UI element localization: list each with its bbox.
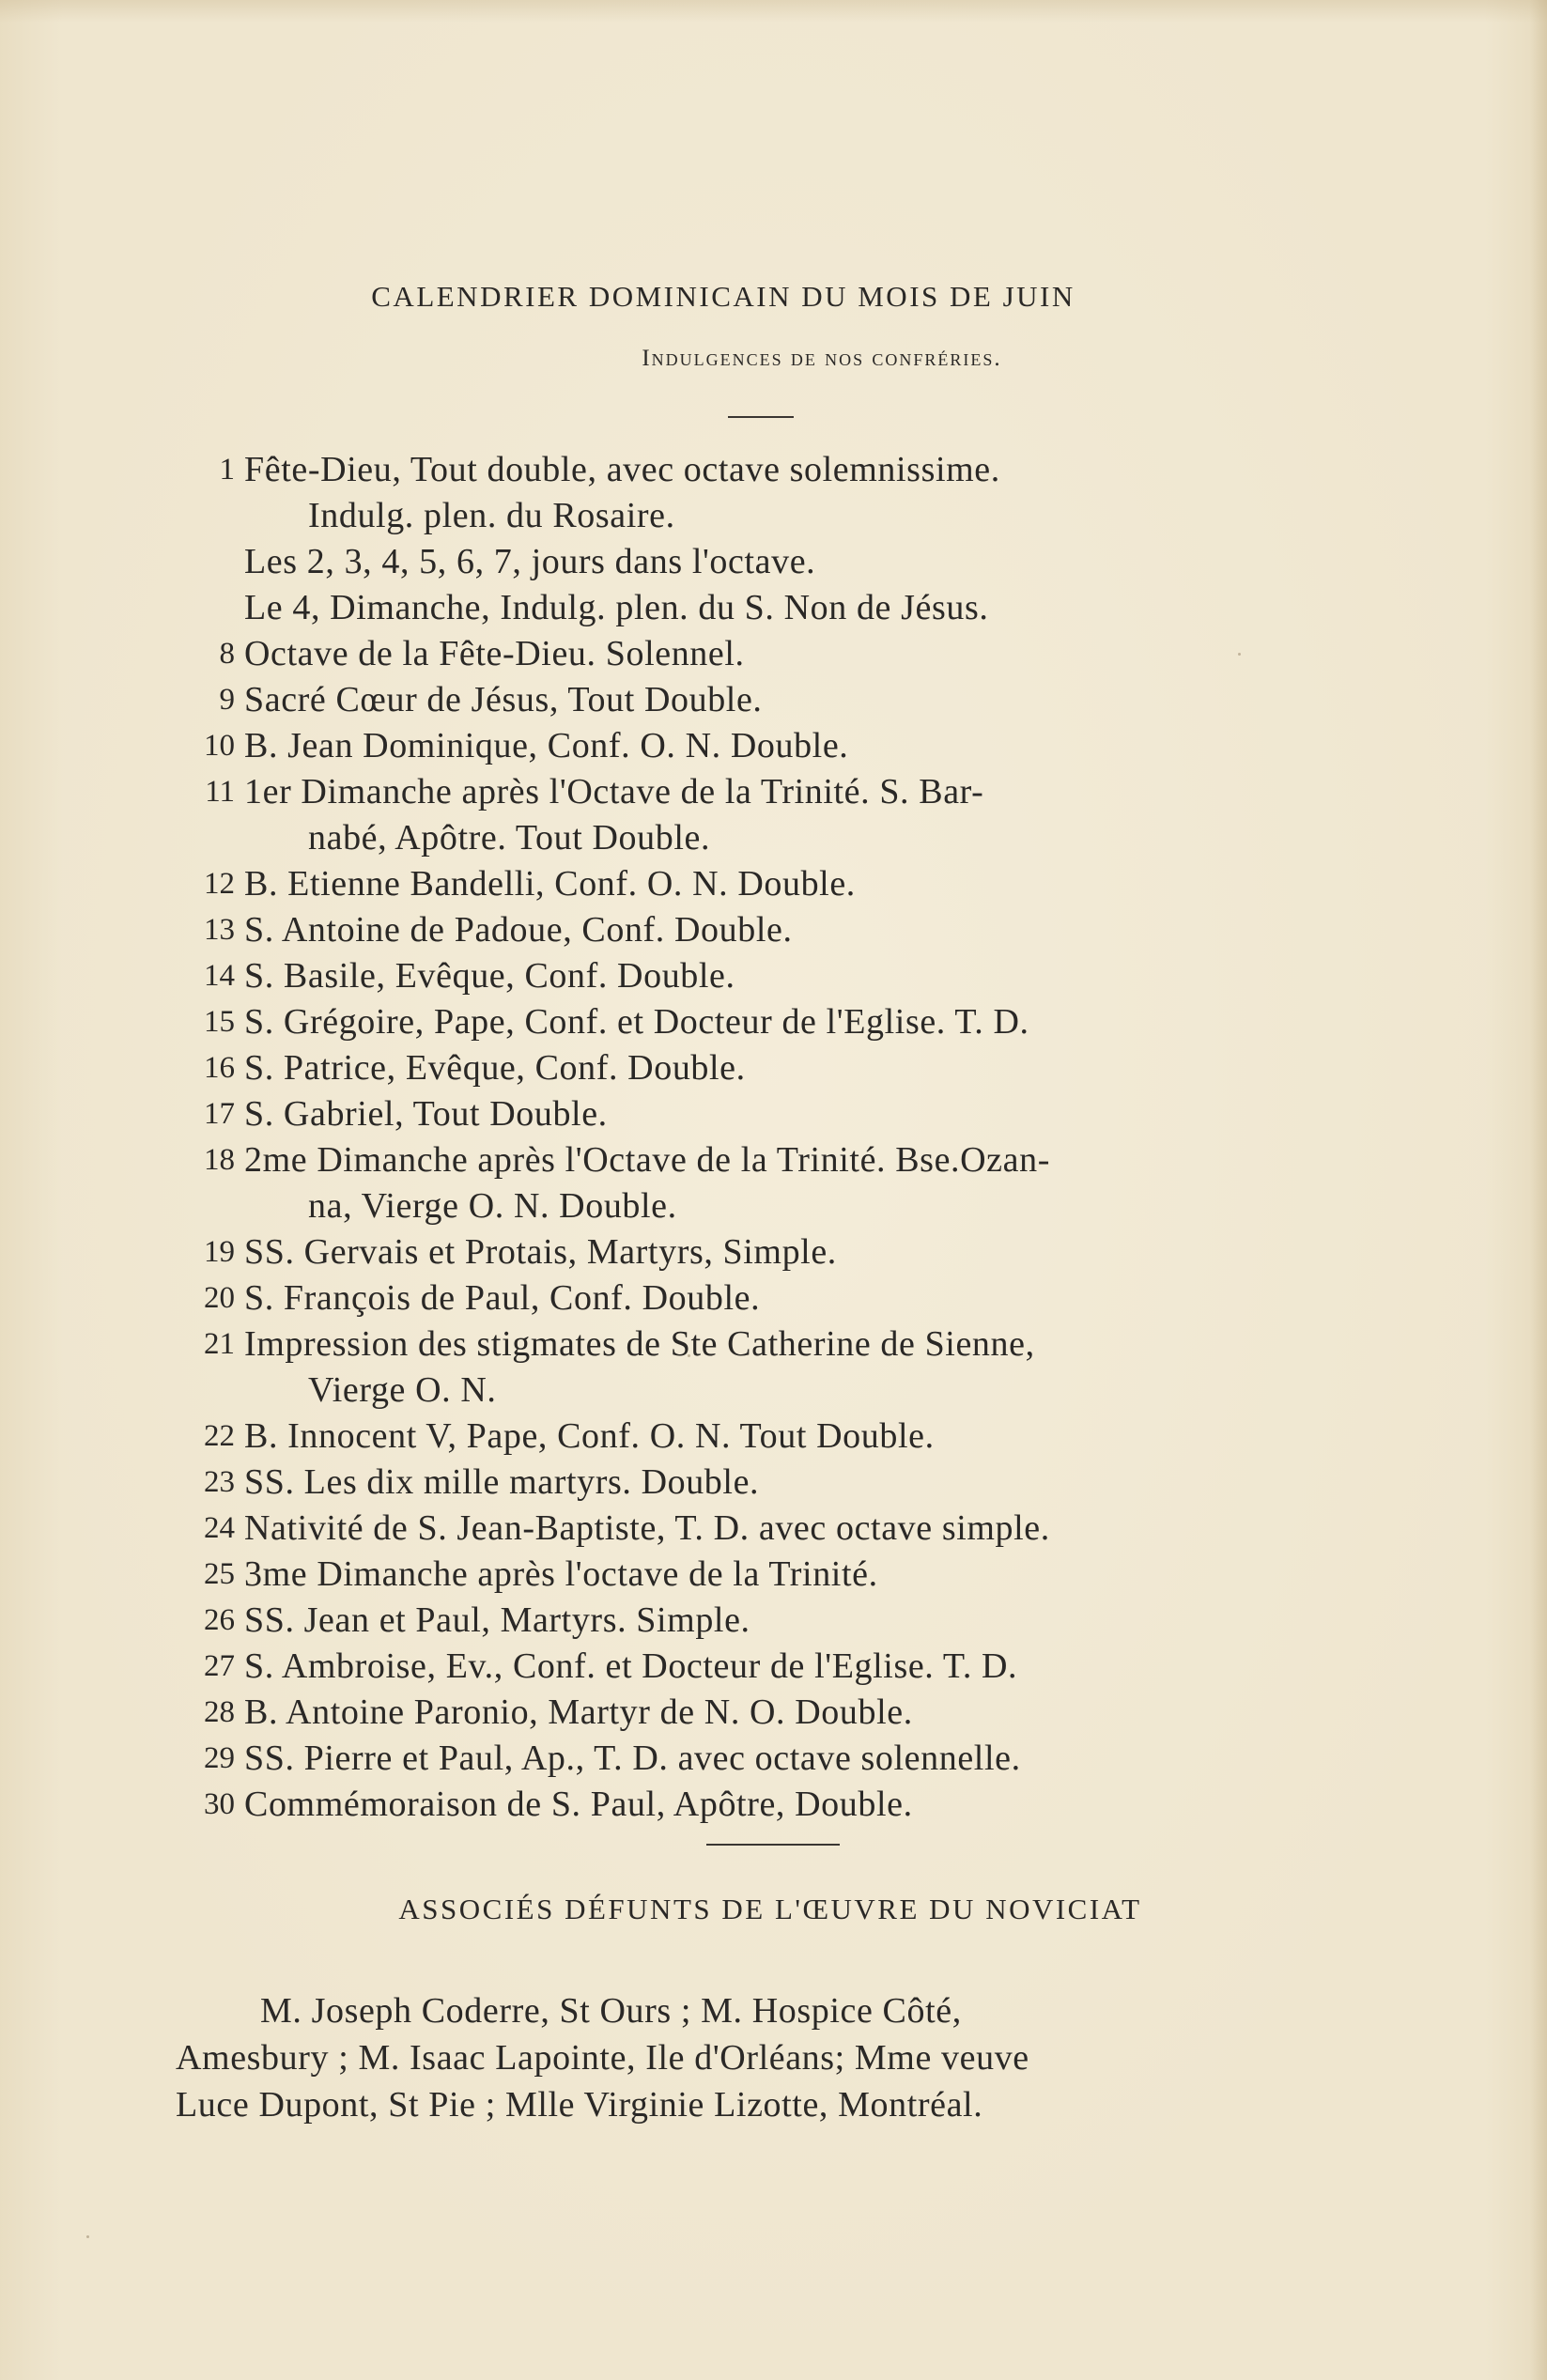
calendar-entry [188,1598,1296,1644]
day-number: 27 [204,1649,235,1683]
entry-text: S. Ambroise, Ev., Conf. et Docteur de l'Eglise. T. D. [244,1646,1018,1686]
calendar-entry [188,631,1296,677]
page-heading: CALENDRIER DOMINICAIN DU MOIS DE JUIN [371,280,1075,313]
paper-edge [1530,0,1547,2380]
calendar-entry [188,447,1296,539]
day-number: 28 [204,1695,235,1729]
entry-text: S. François de Paul, Conf. Double. [244,1278,761,1318]
paper-stain [0,0,1547,23]
entry-text-continued: Indulg. plen. du Rosaire. [308,496,675,535]
entry-text: B. Antoine Paronio, Martyr de N. O. Double. [244,1692,913,1732]
day-number: 1 [219,453,235,487]
entry-text: Sacré Cœur de Jésus, Tout Double. [244,680,763,719]
calendar-entry [188,539,1296,585]
entry-text-continued: nabé, Apôtre. Tout Double. [308,818,711,858]
day-number: 18 [204,1143,235,1177]
paragraph-line: Luce Dupont, St Pie ; Mlle Virginie Lizotte, Montréal. [176,2085,983,2125]
calendar-entry [188,1275,1296,1321]
calendar-entry [188,723,1296,769]
day-number: 12 [204,867,235,901]
section-title: ASSOCIÉS DÉFUNTS DE L'ŒUVRE DU NOVICIAT [398,1893,1142,1925]
day-number: 9 [219,683,235,717]
calendar-entry [188,1690,1296,1736]
calendar-entry [188,907,1296,953]
day-number: 23 [204,1465,235,1499]
day-number: 30 [204,1787,235,1821]
entry-text: 1er Dimanche après l'Octave de la Trinité. S. Bar- [244,772,984,811]
page-subheading: Indulgences de nos confréries. [642,346,1002,371]
day-number: 21 [204,1327,235,1361]
day-number: 8 [219,637,235,671]
calendar-entry [188,1552,1296,1598]
entry-text-continued: na, Vierge O. N. Double. [308,1186,677,1226]
day-number: 10 [204,729,235,763]
entry-text: Les 2, 3, 4, 5, 6, 7, jours dans l'octave. [244,542,816,581]
divider-rule [706,1844,840,1846]
paper-speck [86,2235,89,2238]
day-number: 22 [204,1419,235,1453]
calendar-entry [188,1506,1296,1552]
entry-text: S. Antoine de Padoue, Conf. Double. [244,910,793,950]
paragraph-line: Amesbury ; M. Isaac Lapointe, Ile d'Orléans; Mme veuve [176,2038,1029,2078]
entry-text: SS. Pierre et Paul, Ap., T. D. avec octave solennelle. [244,1739,1021,1778]
day-number: 14 [204,959,235,993]
calendar-entry [188,953,1296,999]
calendar-entry [188,999,1296,1045]
day-number: 26 [204,1603,235,1637]
calendar-list [188,447,1296,1828]
day-number: 13 [204,913,235,947]
calendar-entry [188,1229,1296,1275]
day-number: 24 [204,1511,235,1545]
entry-text-continued: Vierge O. N. [308,1370,497,1410]
calendar-entry [188,1644,1296,1690]
entry-text: SS. Les dix mille martyrs. Double. [244,1462,760,1502]
entry-text: Commémoraison de S. Paul, Apôtre, Double. [244,1785,913,1824]
entry-text: B. Jean Dominique, Conf. O. N. Double. [244,726,849,765]
calendar-entry [188,1460,1296,1506]
entry-text: SS. Gervais et Protais, Martyrs, Simple. [244,1232,837,1272]
divider-rule [728,416,794,418]
day-number: 16 [204,1051,235,1085]
entry-text: Nativité de S. Jean-Baptiste, T. D. avec octave simple. [244,1508,1050,1548]
calendar-entry [188,769,1296,861]
entry-text: 2me Dimanche après l'Octave de la Trinité. Bse.Ozan- [244,1140,1050,1180]
day-number: 19 [204,1235,235,1269]
calendar-entry [188,1782,1296,1828]
day-number: 17 [204,1097,235,1131]
entry-text: S. Grégoire, Pape, Conf. et Docteur de l'Eglise. T. D. [244,1002,1029,1042]
calendar-entry [188,677,1296,723]
calendar-entry [188,1137,1296,1229]
calendar-entry [188,1045,1296,1091]
entry-text: B. Innocent V, Pape, Conf. O. N. Tout Double. [244,1416,935,1456]
entry-text: S. Gabriel, Tout Double. [244,1094,608,1134]
entry-text: B. Etienne Bandelli, Conf. O. N. Double. [244,864,856,904]
paper-speck [688,1354,690,1357]
associates-paragraph [176,1987,1284,2128]
day-number: 29 [204,1741,235,1775]
entry-text: S. Patrice, Evêque, Conf. Double. [244,1048,746,1088]
calendar-entry [188,1414,1296,1460]
day-number: 25 [204,1557,235,1591]
calendar-entry [188,861,1296,907]
entry-text: Fête-Dieu, Tout double, avec octave solemnissime. [244,450,1000,489]
paper-speck [1238,653,1241,656]
day-number: 20 [204,1281,235,1315]
entry-text: Le 4, Dimanche, Indulg. plen. du S. Non de Jésus. [244,588,989,627]
calendar-entry [188,585,1296,631]
entry-text: Impression des stigmates de Ste Catherine de Sienne, [244,1324,1035,1364]
calendar-entry [188,1321,1296,1414]
calendar-entry [188,1091,1296,1137]
entry-text: S. Basile, Evêque, Conf. Double. [244,956,735,996]
entry-text: 3me Dimanche après l'octave de la Trinité. [244,1554,878,1594]
day-number: 15 [204,1005,235,1039]
day-number: 11 [205,775,235,809]
entry-text: Octave de la Fête-Dieu. Solennel. [244,634,745,673]
calendar-entry [188,1736,1296,1782]
entry-text: SS. Jean et Paul, Martyrs. Simple. [244,1600,750,1640]
paragraph-line: M. Joseph Coderre, St Ours ; M. Hospice Côté, [260,1991,962,2031]
